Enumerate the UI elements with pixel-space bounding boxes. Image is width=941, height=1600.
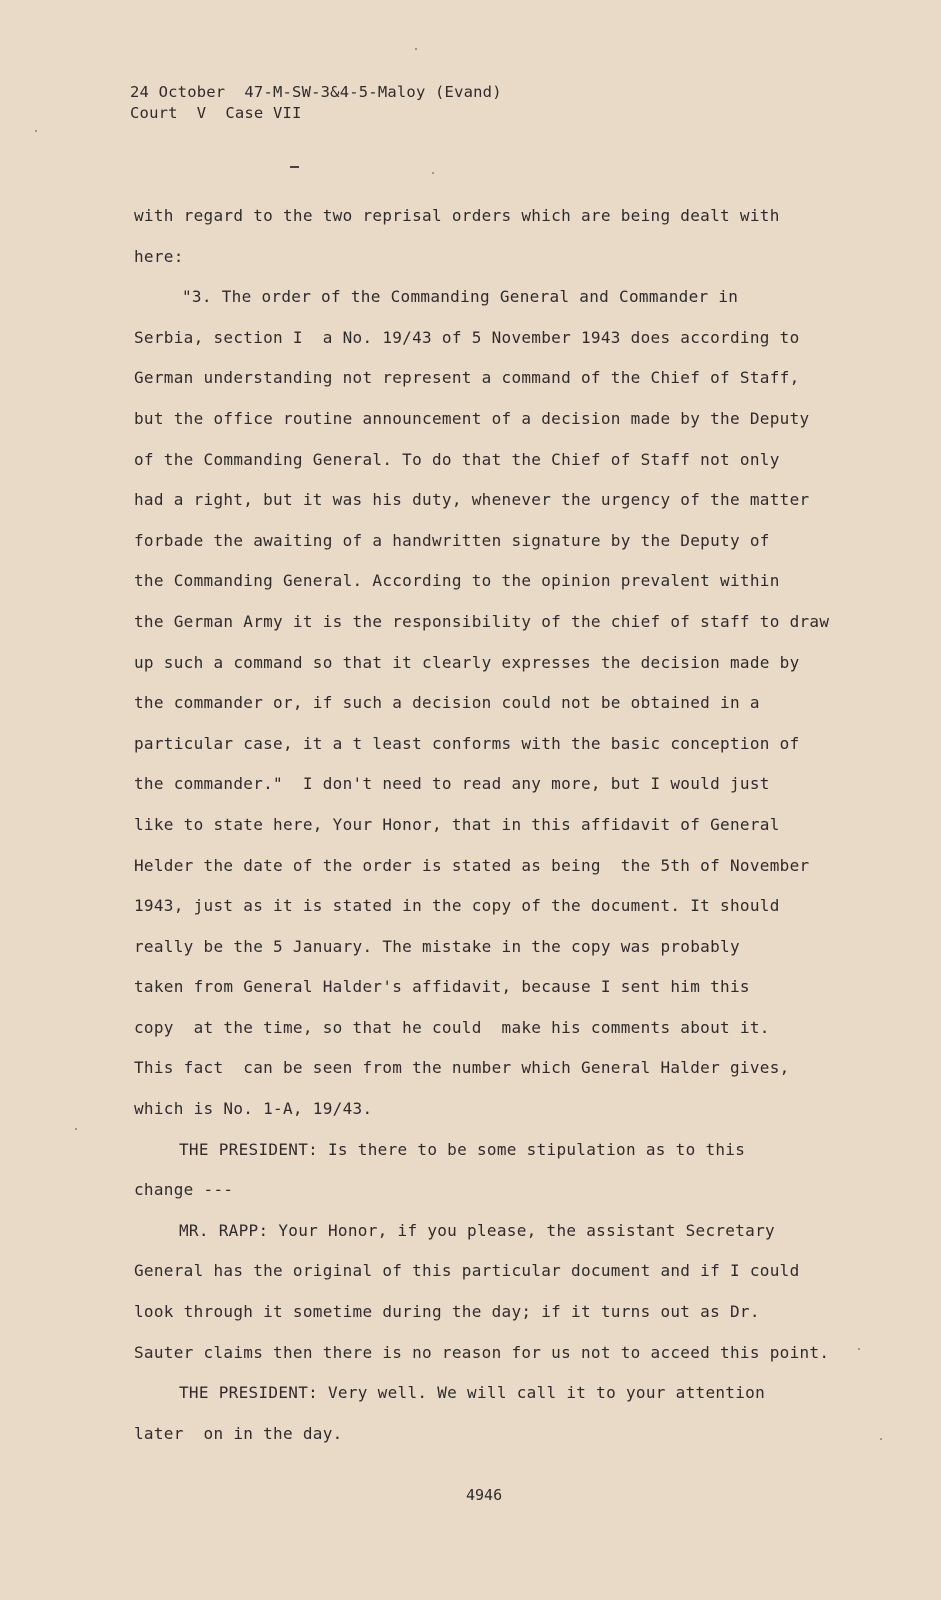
text-line: Serbia, section I a No. 19/43 of 5 November 1943 does according to xyxy=(134,327,800,347)
text-line: This fact can be seen from the number which General Halder gives, xyxy=(134,1058,790,1078)
paper-speck xyxy=(35,130,37,132)
text-line: had a right, but it was his duty, whenever the urgency of the matter xyxy=(134,490,810,510)
text-line: which is No. 1-A, 19/43. xyxy=(134,1099,373,1119)
text-line: like to state here, Your Honor, that in this affidavit of General xyxy=(134,814,780,834)
text-line: the commander or, if such a decision could not be obtained in a xyxy=(134,693,760,713)
text-line: look through it sometime during the day; if it turns out as Dr. xyxy=(134,1302,760,1322)
text-line: copy at the time, so that he could make his comments about it. xyxy=(134,1017,770,1037)
text-line: particular case, it a t least conforms with the basic conception of xyxy=(134,733,800,753)
text-line: but the office routine announcement of a decision made by the Deputy xyxy=(134,408,810,428)
paper-speck xyxy=(75,1128,77,1130)
text-line: up such a command so that it clearly expresses the decision made by xyxy=(134,652,800,672)
text-line: taken from General Halder's affidavit, because I sent him this xyxy=(134,977,750,997)
text-line: forbade the awaiting of a handwritten signature by the Deputy of xyxy=(134,530,770,550)
text-line: here: xyxy=(134,246,184,266)
paper-speck xyxy=(432,172,434,174)
text-line: change --- xyxy=(134,1180,234,1200)
transcript-body xyxy=(134,196,894,1454)
document-header xyxy=(130,82,502,124)
header-court-case: Court V Case VII xyxy=(130,104,302,122)
text-line: the German Army it is the responsibility of the chief of staff to draw xyxy=(134,611,830,631)
text-line: Helder the date of the order is stated as being the 5th of November xyxy=(134,855,810,875)
paper-speck xyxy=(415,48,417,50)
paper-speck xyxy=(858,1348,860,1350)
speaker-line: THE PRESIDENT: Very well. We will call it to your attention xyxy=(179,1383,766,1403)
speaker-line: THE PRESIDENT: Is there to be some stipulation as to this xyxy=(179,1139,746,1159)
text-line: of the Commanding General. To do that the Chief of Staff not only xyxy=(134,449,780,469)
text-line: 1943, just as it is stated in the copy of the document. It should xyxy=(134,896,780,916)
text-line: General has the original of this particular document and if I could xyxy=(134,1261,800,1281)
page-number: 4946 xyxy=(466,1486,503,1504)
separator-mark xyxy=(290,166,299,168)
header-date-reference: 24 October 47-M-SW-3&4-5-Maloy (Evand) xyxy=(130,83,502,101)
paper-speck xyxy=(880,1438,882,1440)
text-line: the Commanding General. According to the opinion prevalent within xyxy=(134,571,780,591)
speaker-line: MR. RAPP: Your Honor, if you please, the assistant Secretary xyxy=(179,1220,775,1240)
text-line: "3. The order of the Commanding General and Commander in xyxy=(182,287,739,307)
text-line: with regard to the two reprisal orders which are being dealt with xyxy=(134,206,780,225)
text-line: German understanding not represent a command of the Chief of Staff, xyxy=(134,368,800,388)
text-line: the commander." I don't need to read any more, but I would just xyxy=(134,774,770,794)
text-line: Sauter claims then there is no reason for us not to acceed this point. xyxy=(134,1342,830,1362)
text-line: really be the 5 January. The mistake in the copy was probably xyxy=(134,936,740,956)
text-line: later on in the day. xyxy=(134,1423,343,1443)
